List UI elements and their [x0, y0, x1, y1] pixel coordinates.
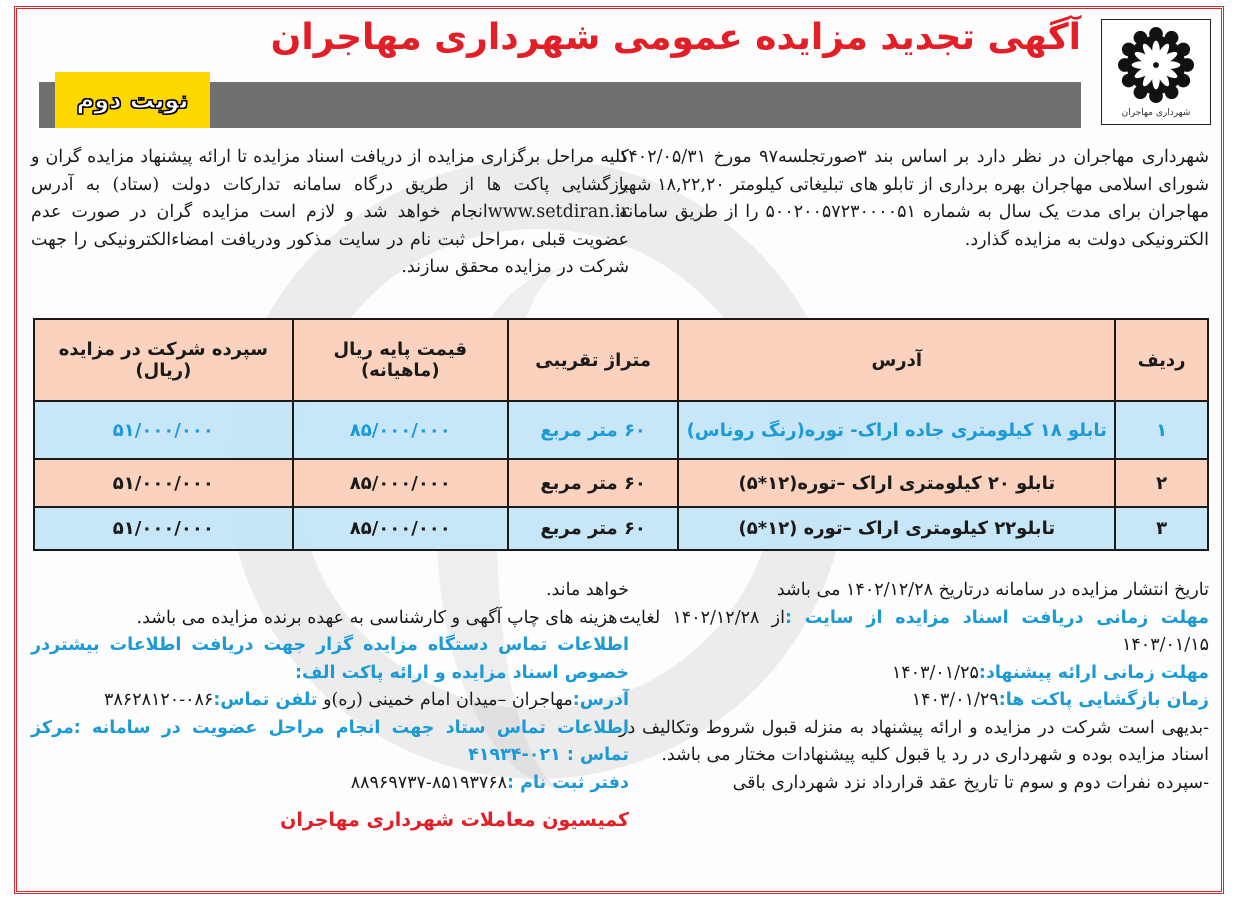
header-area: متراژ تقریبی [508, 319, 679, 401]
row-address: تابلو ۱۸ کیلومتری جاده اراک- توره(رنگ روناس) [678, 401, 1115, 459]
address-label: آدرس: [572, 690, 629, 710]
opening-value: ۱۴۰۳/۰۱/۲۹ [911, 690, 999, 710]
table-header-row [34, 319, 1208, 401]
address-phone-line [31, 687, 629, 715]
row-price: ۸۵/۰۰۰/۰۰۰ [293, 507, 508, 550]
deposit-note-start: -سپرده نفرات دوم و سوم تا تاریخ عقد قرارداد نزد شهرداری باقی [732, 772, 1209, 793]
header-base-price: قیمت پایه ریال (ماهیانه) [293, 319, 508, 401]
row-number: ۳ [1115, 507, 1208, 550]
procedure-text-1: کلیه مراحل برگزاری مزایده از دریافت اسناد مزایده تا ارائه پیشنهاد مزایده گران و بازگشایی پاکت ها از طریق درگاه سامانه تدارکات دولت (ستاد) به آدرس [31, 147, 629, 195]
row-area: ۶۰ متر مربع [508, 401, 679, 459]
row-deposit: ۵۱/۰۰۰/۰۰۰ [34, 401, 293, 459]
contact-section [31, 577, 629, 835]
notice-title: آگهی تجدید مزایده عمومی شهرداری مهاجران [270, 17, 1081, 58]
row-area: ۶۰ متر مربع [508, 459, 679, 507]
publish-date-line: تاریخ انتشار مزایده در سامانه درتاریخ ۱۴۰۲/۱۲/۲۸ می باشد [776, 580, 1209, 600]
row-deposit: ۵۱/۰۰۰/۰۰۰ [34, 459, 293, 507]
municipality-logo [1101, 19, 1211, 125]
row-price: ۸۵/۰۰۰/۰۰۰ [293, 401, 508, 459]
row-deposit: ۵۱/۰۰۰/۰۰۰ [34, 507, 293, 550]
header-row-number: ردیف [1115, 319, 1208, 401]
header-address: آدرس [678, 319, 1115, 401]
auctioneer-contact-heading: اطلاعات تماس دستگاه مزایده گزار جهت دریافت اطلاعات بیشتردر خصوص اسناد مزایده و ارائه پاکت الف: [31, 635, 629, 683]
doc-deadline-label: مهلت زمانی دریافت اسناد مزایده از سایت : [784, 607, 1209, 628]
address-value: مهاجران –میدان امام خمینی (ره)و [317, 690, 573, 710]
setad-phone: ۰۲۱-۴۱۹۳۴ [468, 745, 561, 765]
round-badge: نوبت دوم [55, 72, 210, 128]
acceptance-note: -بدیهی است شرکت در مزایده و ارائه پیشنهاد به منزله قبول شروط وتکالیف در اسناد مزایده بوده و شهرداری در رد یا قبول کلیه پیشنهادات مختار می باشد. [619, 717, 1209, 765]
doc-deadline-value: از ۱۴۰۲/۱۲/۲۸ لغایت ۱۴۰۳/۰۱/۱۵ [619, 607, 1209, 655]
registry-value: ۸۵۱۹۳۷۶۸-۸۸۹۶۹۷۳۷ [350, 772, 508, 793]
logo-caption: شهرداری مهاجران [1121, 108, 1191, 118]
setad-contact-line [31, 715, 629, 770]
registry-label: دفتر ثبت نام : [507, 772, 629, 793]
schedule-section [619, 577, 1209, 797]
costs-note: - هزینه های چاپ آگهی و کارشناسی به عهده برنده مزایده می باشد. [136, 607, 629, 628]
doc-deadline-line [619, 605, 1209, 660]
row-number: ۲ [1115, 459, 1208, 507]
billboards-table [33, 318, 1209, 551]
row-number: ۱ [1115, 401, 1208, 459]
opening-label: زمان بازگشایی پاکت ها: [998, 690, 1209, 710]
deposit-note-end: خواهد ماند. [545, 580, 629, 600]
row-price: ۸۵/۰۰۰/۰۰۰ [293, 459, 508, 507]
table-row [34, 401, 1208, 459]
website-link[interactable]: www.setdiran.ir [487, 202, 629, 222]
table-row [34, 507, 1208, 550]
offer-deadline-line [619, 660, 1209, 688]
procedure-text-2: انجام خواهد شد و لازم است مزایده گران در صورت عدم عضویت قبلی ،مراحل ثبت نام در سایت مذکور ودریافت امضاءالکترونیکی را جهت شرکت در مزایده محقق سازند. [31, 202, 629, 277]
offer-deadline-value: ۱۴۰۳/۰۱/۲۵ [891, 662, 979, 683]
phone-value: ۰۸۶-۳۸۶۲۸۱۲۰ [104, 690, 214, 710]
header-deposit: سپرده شرکت در مزایده (ریال) [34, 319, 293, 401]
opening-line [619, 687, 1209, 715]
offer-deadline-label: مهلت زمانی ارائه پیشنهاد: [978, 662, 1209, 683]
registry-line [31, 770, 629, 798]
phone-label: تلفن تماس: [213, 690, 318, 710]
table-row [34, 459, 1208, 507]
intro-paragraph: شهرداری مهاجران در نظر دارد بر اساس بند ۳صورتجلسه۹۷ مورخ ۱۴۰۲/۰۵/۳۱ شورای اسلامی مهاجران بهره برداری از تابلو های تبلیغاتی کیلومتر ۱۸,۲۲,۲۰ شهر مهاجران برای مدت یک سال به شماره ۵۰۰۲۰۰۵۷۲۳۰۰۰۰۵۱ را از طریق سامانه الکترونیکی دولت به مزایده گذارد. [619, 147, 1210, 250]
notice-frame [14, 6, 1224, 894]
setad-heading: اطلاعات تماس ستاد جهت انجام مراحل عضویت در سامانه :مرکز تماس : [31, 717, 629, 765]
row-area: ۶۰ متر مربع [508, 507, 679, 550]
row-address: تابلو ۲۰ کیلومتری اراک –توره(۱۲*۵) [678, 459, 1115, 507]
rosette-logo-icon [1117, 26, 1195, 104]
signature: کمیسیون معاملات شهرداری مهاجران [280, 809, 629, 831]
procedure-paragraph [31, 144, 629, 282]
row-address: تابلو۲۲ کیلومتری اراک –توره (۱۲*۵) [678, 507, 1115, 550]
